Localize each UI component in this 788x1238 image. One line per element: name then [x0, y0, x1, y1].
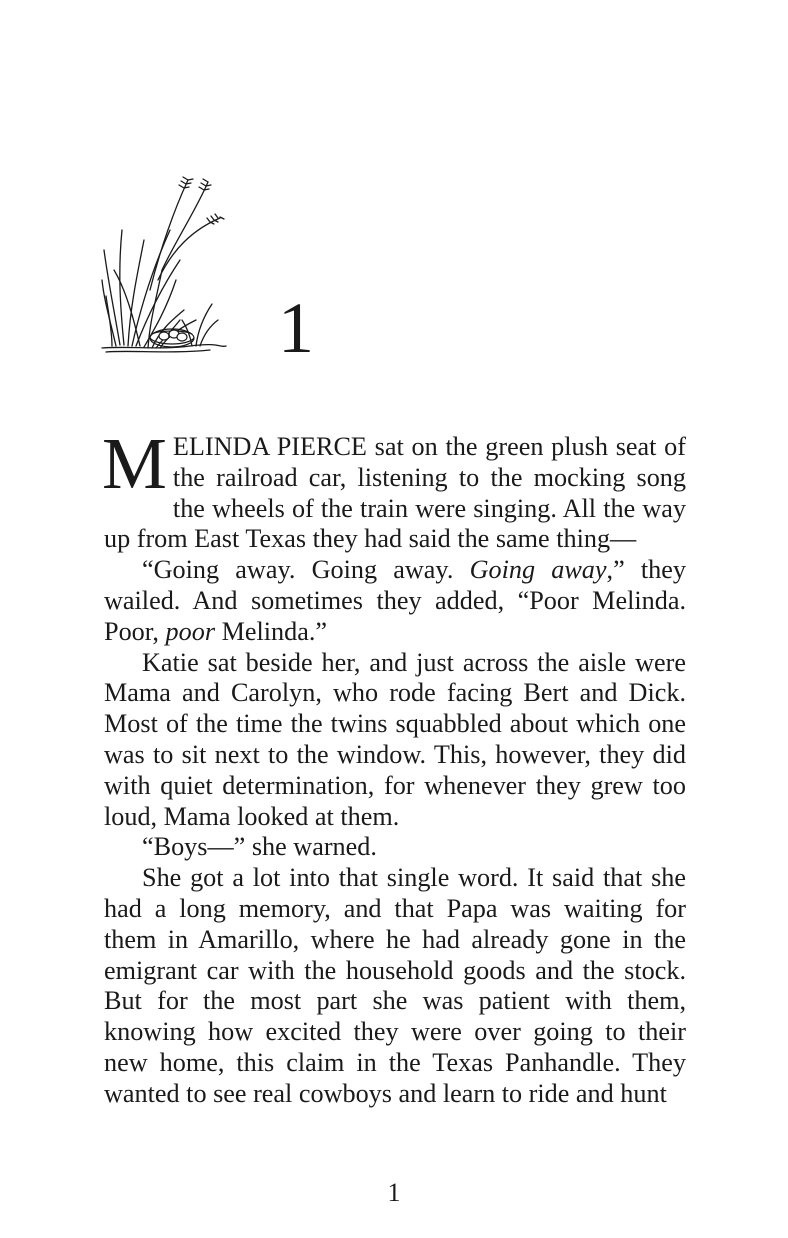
text-run: She got a lot into that single word. It said that she had a long memory, and that Papa was waiting for them in Amarillo, where he had already gone in the emigrant car with the household goods and the stock. But for the most part she was patient with them, knowing how excited they were over going to their new home, this claim in the Texas Panhandle. They wanted to see real cowboys and learn to ride and hunt [104, 863, 686, 1108]
text-run: ELINDA PIERCE sat on the green plush seat of the railroad car, listening to the mocking song the wheels of the train were singing. All the way up from East Texas they had said the same thing— [104, 432, 686, 554]
drop-cap: M [102, 423, 167, 504]
chapter-number: 1 [278, 288, 314, 368]
paragraph [102, 423, 686, 555]
paragraph [104, 832, 686, 863]
paragraph [104, 863, 686, 1109]
text-run: ,” they wailed. And sometimes they added, “Poor Melinda. Poor, [104, 555, 686, 646]
paragraph [104, 648, 686, 833]
grass-nest-eggs-icon [100, 170, 230, 360]
italic-text: poor [165, 616, 216, 646]
body-text [102, 423, 686, 1110]
italic-text: Going away [469, 555, 607, 585]
text-run: “Boys—” she warned. [142, 832, 377, 862]
text-run: “Going away. Going away. [142, 555, 470, 585]
page-number: 1 [387, 1178, 401, 1207]
paragraph [104, 555, 686, 647]
text-run: Katie sat beside her, and just across the aisle were Mama and Carolyn, who rode facing Bert and Dick. Most of the time the twins squabbled about which one was to sit next to the window. This, however, they did with quiet determination, for whenever they grew too loud, Mama looked at them. [104, 647, 686, 831]
text-run: Melinda.” [215, 616, 328, 646]
